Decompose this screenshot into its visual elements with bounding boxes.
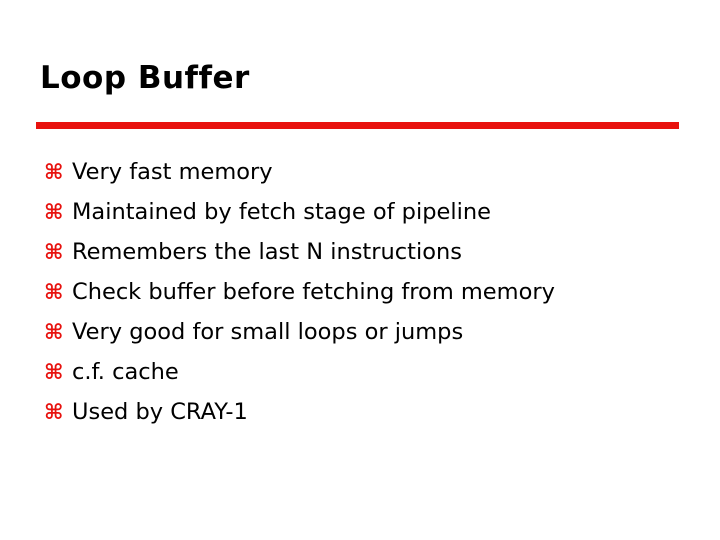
bullet-item: [44, 192, 555, 232]
bullet-text: Check buffer before fetching from memory: [72, 279, 555, 305]
bullet-item: [44, 232, 555, 272]
bullet-list: [44, 152, 555, 432]
bullet-item: [44, 312, 555, 352]
bullet-item: [44, 152, 555, 192]
bullet-text: Very fast memory: [72, 159, 273, 185]
command-key-icon: ⌘: [44, 199, 64, 224]
command-key-icon: ⌘: [44, 359, 64, 384]
bullet-text: Very good for small loops or jumps: [72, 319, 464, 345]
bullet-text: Used by CRAY-1: [72, 399, 248, 425]
command-key-icon: ⌘: [44, 239, 64, 264]
command-key-icon: ⌘: [44, 279, 64, 304]
command-key-icon: ⌘: [44, 399, 64, 424]
bullet-text: c.f. cache: [72, 359, 179, 385]
bullet-text: Maintained by fetch stage of pipeline: [72, 199, 491, 225]
bullet-text: Remembers the last N instructions: [72, 239, 462, 265]
bullet-item: [44, 392, 555, 432]
bullet-item: [44, 352, 555, 392]
slide-title: Loop Buffer: [40, 60, 250, 96]
command-key-icon: ⌘: [44, 159, 64, 184]
title-underline: [36, 122, 679, 129]
command-key-icon: ⌘: [44, 319, 64, 344]
bullet-item: [44, 272, 555, 312]
